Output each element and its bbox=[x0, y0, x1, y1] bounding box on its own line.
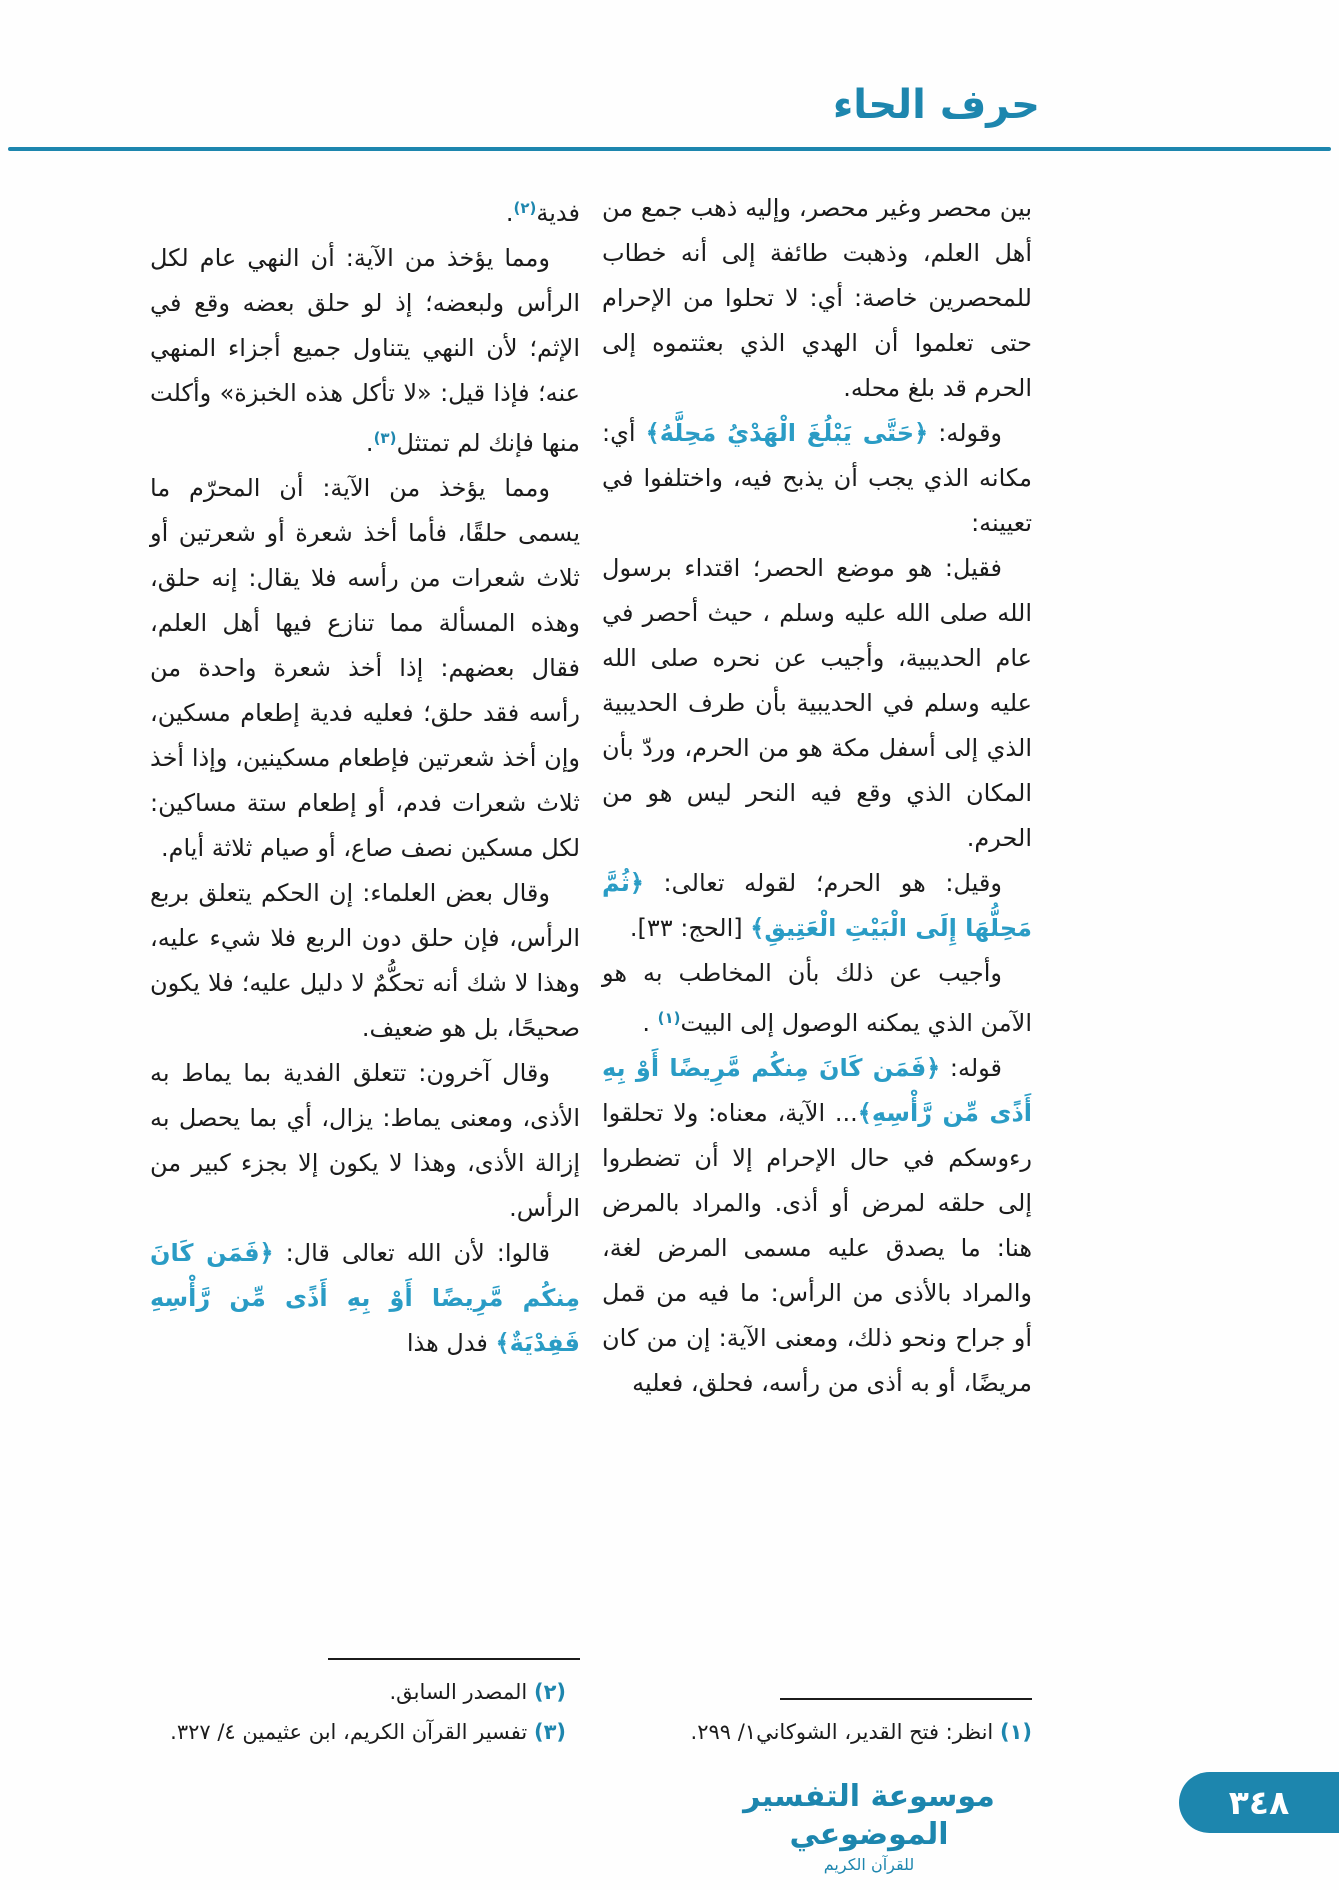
paragraph bbox=[150, 236, 580, 466]
footnote-text: تفسير القرآن الكريم، ابن عثيمين ٤/ ٣٢٧. bbox=[170, 1720, 528, 1744]
paragraph bbox=[602, 411, 1032, 546]
footnote bbox=[150, 1712, 580, 1752]
text-run: [الحج: ٣٣]. bbox=[629, 914, 751, 942]
text-run: وقال آخرون: تتعلق الفدية بما يماط به الأذى، ومعنى يماط: يزال، أي بما يحصل به إزالة الأذى، وهذا لا يكون إلا بجزء كبير من الرأس. bbox=[150, 1059, 580, 1222]
text-run: فدل هذا bbox=[406, 1329, 496, 1357]
paragraph bbox=[150, 871, 580, 1051]
footnote-number: (٣) bbox=[533, 1720, 566, 1744]
text-run: بين محصر وغير محصر، وإليه ذهب جمع من أهل العلم، وذهبت طائفة إلى أنه خطاب للمحصرين خاصة: أي: لا تحلوا من الإحرام حتى تعلموا أن الهدي الذي بعثتموه إلى الحرم قد بلغ محله. bbox=[602, 194, 1032, 402]
text-run: فقيل: هو موضع الحصر؛ اقتداء برسول الله صلى الله عليه وسلم ، حيث أحصر في عام الحديبية، وأجيب عن نحره صلى الله عليه وسلم في الحديبية بأن طرف الحديبية الذي إلى أسفل مكة هو من الحرم، وردّ بأن المكان الذي وقع فيه النحر ليس هو من الحرم. bbox=[602, 554, 1032, 852]
quran-verse: ﴿حَتَّى يَبْلُغَ الْهَدْيُ مَحِلَّهُ﴾ bbox=[645, 419, 929, 447]
publisher-logo-title: موسوعة التفسير الموضوعي bbox=[743, 1779, 995, 1852]
footnotes-left bbox=[150, 1650, 580, 1752]
publisher-logo bbox=[729, 1778, 1009, 1876]
footnote-text: المصدر السابق. bbox=[389, 1680, 528, 1704]
quran-verse: ﴿فَمَن كَانَ مِنكُم مَّرِيضًا أَوْ بِهِ أَذًى مِّن رَّأْسِهِ﴾ bbox=[602, 1054, 1032, 1127]
footnote-number: (٢) bbox=[533, 1680, 566, 1704]
text-run: وقيل: هو الحرم؛ لقوله تعالى: bbox=[643, 869, 1002, 897]
text-run: قالوا: لأن الله تعالى قال: bbox=[273, 1239, 550, 1267]
text-run: . bbox=[642, 1009, 658, 1037]
text-run: أي: مكانه الذي يجب أن يذبح فيه، واختلفوا في تعيينه: bbox=[602, 419, 1032, 537]
page-number-badge bbox=[1179, 1772, 1339, 1833]
paragraph bbox=[602, 546, 1032, 861]
paragraph bbox=[602, 861, 1032, 951]
paragraph bbox=[602, 951, 1032, 1046]
text-run: فدية bbox=[536, 199, 580, 227]
publisher-logo-subtitle: للقرآن الكريم bbox=[823, 1855, 915, 1874]
quran-verse: ﴿فَمَن كَانَ مِنكُم مَّرِيضًا أَوْ بِهِ أَذًى مِّن رَّأْسِهِ فَفِدْيَةٌ﴾ bbox=[150, 1239, 580, 1357]
paragraph bbox=[150, 1051, 580, 1231]
footnote bbox=[150, 1672, 580, 1712]
footnotes-right bbox=[602, 1690, 1032, 1752]
header-rule bbox=[8, 147, 1331, 151]
text-run: قوله: bbox=[940, 1054, 1003, 1082]
quran-verse: ﴿ثُمَّ مَحِلُّهَا إِلَى الْبَيْتِ الْعَتِيقِ﴾ bbox=[602, 869, 1032, 942]
text-run: . bbox=[505, 199, 514, 227]
paragraph bbox=[150, 1231, 580, 1366]
paragraph bbox=[150, 466, 580, 871]
text-run: وأجيب عن ذلك بأن المخاطب به هو الآمن الذي يمكنه الوصول إلى البيت bbox=[602, 959, 1032, 1037]
text-run: ومما يؤخذ من الآية: أن المحرّم ما يسمى حلقًا، فأما أخذ شعرة أو شعرتين أو ثلاث شعرات من رأسه فلا يقال: إنه حلق، وهذه المسألة مما تنازع فيها أهل العلم، فقال بعضهم: إذا أخذ شعرة واحدة من رأسه فقد حلق؛ فعليه فدية إطعام مسكين، وإن أخذ شعرتين فإطعام مسكينين، وإذا أخذ ثلاث شعرات فدم، أو إطعام ستة مساكين: لكل مسكين نصف صاع، أو صيام ثلاثة أيام. bbox=[150, 474, 580, 862]
footnote-number: (١) bbox=[999, 1720, 1032, 1744]
text-run: ومما يؤخذ من الآية: أن النهي عام لكل الرأس ولبعضه؛ إذ لو حلق بعضه وقع في الإثم؛ لأن النهي يتناول جميع أجزاء المنهي عنه؛ فإذا قيل: «لا تأكل هذه الخبزة» وأكلت منها فإنك لم تمتثل bbox=[150, 244, 580, 457]
footnote bbox=[602, 1712, 1032, 1752]
footnote-text: انظر: فتح القدير، الشوكاني١/ ٢٩٩. bbox=[690, 1720, 994, 1744]
text-run: ... الآية، معناه: ولا تحلقوا رءوسكم في حال الإحرام إلا أن تضطروا إلى حلقه لمرض أو أذى. والمراد بالمرض هنا: ما يصدق عليه مسمى المرض لغة، والمراد بالأذى من الرأس: ما فيه من قمل أو جراح ونحو ذلك، ومعنى الآية: إن من كان مريضًا، أو به أذى من رأسه، فحلق، فعليه bbox=[602, 1099, 1032, 1397]
footnote-ref: (٣) bbox=[373, 429, 397, 447]
chapter-title: حرف الحاء bbox=[832, 82, 1040, 128]
paragraph bbox=[602, 186, 1032, 411]
column-left bbox=[150, 186, 580, 1752]
footnote-separator bbox=[780, 1698, 1032, 1700]
text-run: وقوله: bbox=[928, 419, 1003, 447]
footnote-ref: (١) bbox=[657, 1009, 681, 1027]
content-columns bbox=[150, 186, 1032, 1752]
text-run: وقال بعض العلماء: إن الحكم يتعلق بربع الرأس، فإن حلق دون الربع فلا شيء عليه، وهذا لا شك أنه تحكُّمٌ لا دليل عليه؛ فلا يكون صحيحًا، بل هو ضعيف. bbox=[150, 879, 580, 1042]
text-run: . bbox=[365, 429, 374, 457]
footnote-ref: (٢) bbox=[513, 199, 537, 217]
page-number: ٣٤٨ bbox=[1228, 1783, 1290, 1822]
footnote-separator bbox=[328, 1658, 580, 1660]
paragraph bbox=[150, 186, 580, 236]
paragraph bbox=[602, 1046, 1032, 1406]
column-right bbox=[602, 186, 1032, 1752]
